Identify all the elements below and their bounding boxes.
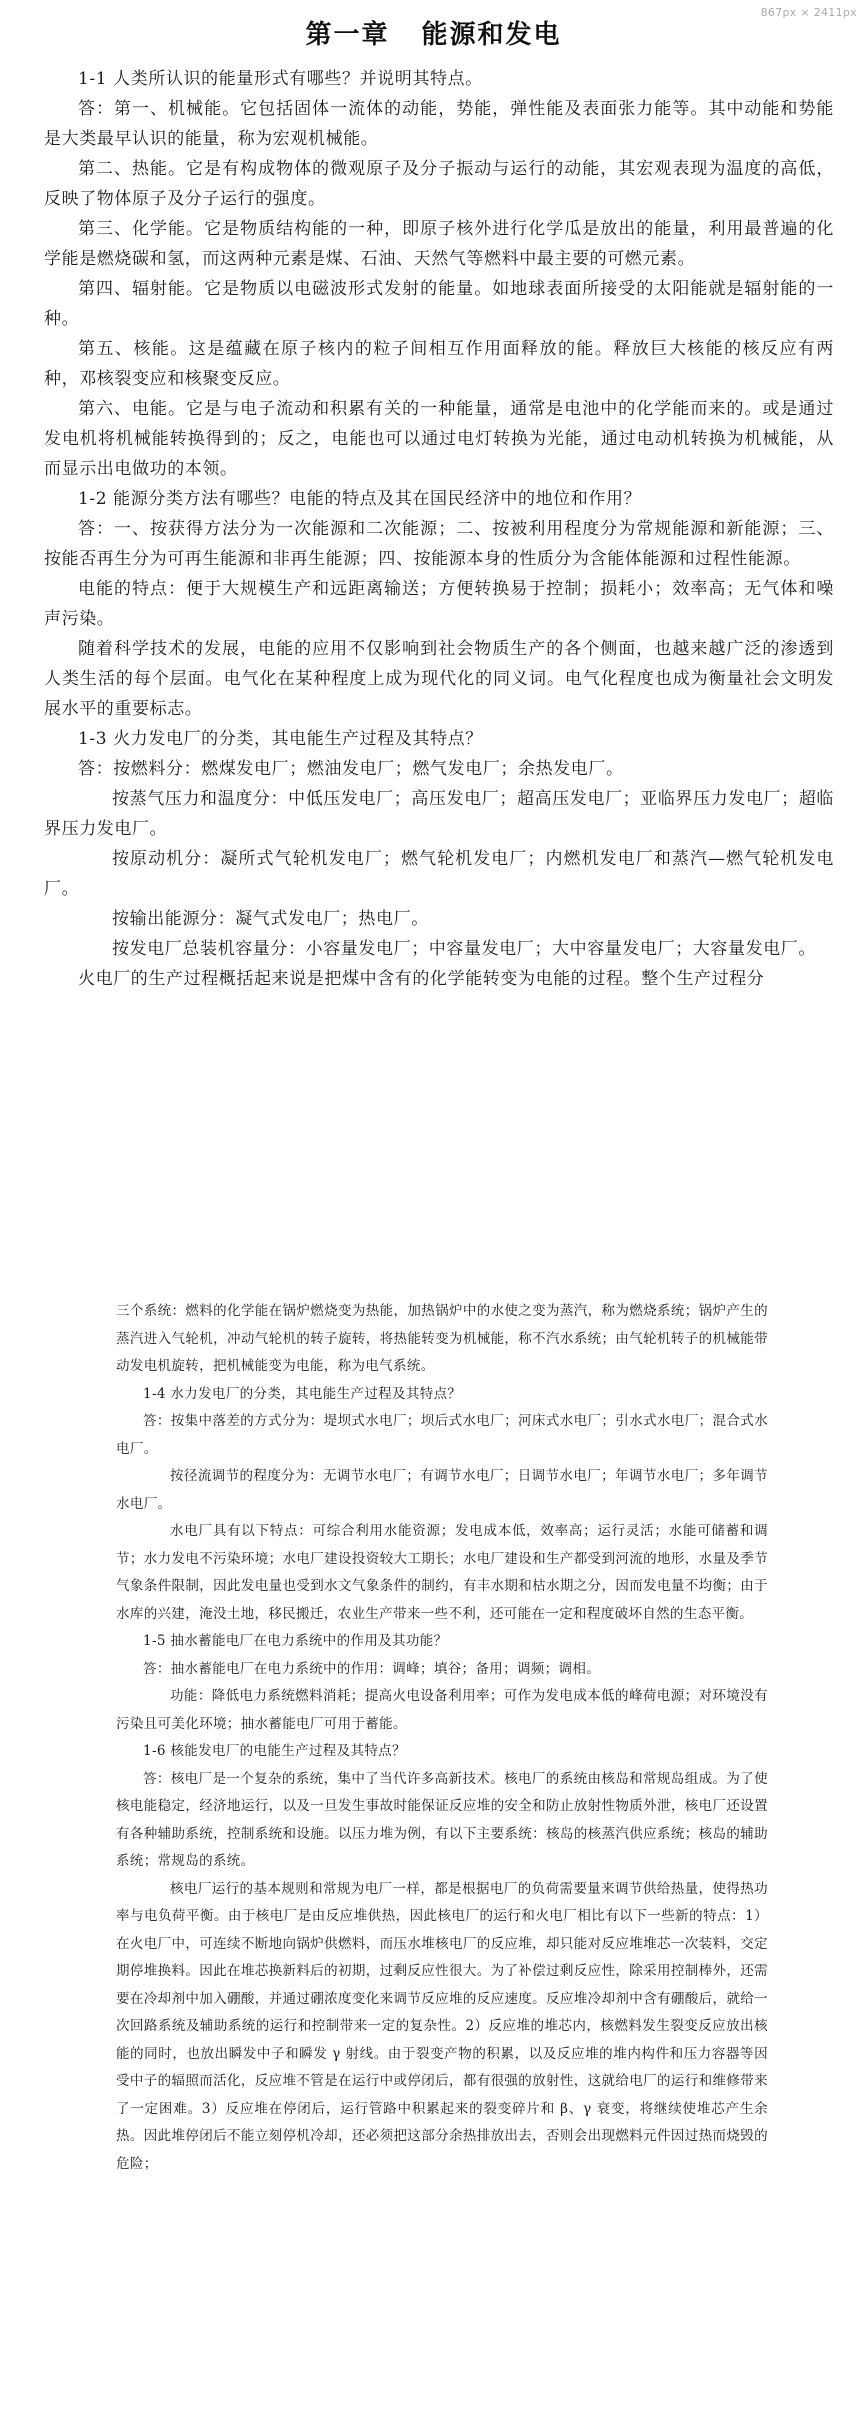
page-one-paragraph: 第五、核能。这是蕴藏在原子核内的粒子间相互作用面释放的能。释放巨大核能的核反应有两种，邓核裂变应和核聚变反应。: [44, 339, 834, 389]
page-two-paragraph: 1-5 抽水蓄能电厂在电力系统中的作用及其功能？: [143, 1633, 448, 1649]
chapter-number: 第一章: [305, 20, 390, 50]
page-two-paragraph: 水电厂具有以下特点：可综合利用水能资源；发电成本低，效率高；运行灵活；水能可储蓄和调节；水力发电不污染环境；水电厂建设投资较大工期长；水电厂建设和生产都受到河流的地形，水量及季节气象条件限制，因此发电量也受到水文气象条件的制约，有丰水期和枯水期之分，因而发电量不均衡；由于水库的兴建，淹没土地，移民搬迁，农业生产带来一些不利，还可能在一定和程度破坏自然的生态平衡。: [116, 1523, 768, 1622]
page-one-paragraph: 1-3 火力发电厂的分类，其电能生产过程及其特点？: [78, 729, 483, 749]
page-one-paragraph: 第三、化学能。它是物质结构能的一种，即原子核外进行化学瓜是放出的能量，利用最普遍的化学能是燃烧碳和氢，而这两种元素是煤、石油、天然气等燃料中最主要的可燃元素。: [44, 219, 834, 269]
page-two-paragraph: 答：按集中落差的方式分为：堤坝式水电厂；坝后式水电厂；河床式水电厂；引水式水电厂；混合式水电厂。: [116, 1413, 768, 1457]
page-one-paragraph: 第二、热能。它是有构成物体的微观原子及分子振动与运行的动能，其宏观表现为温度的高低，反映了物体原子及分子运行的强度。: [44, 159, 834, 209]
page-one-paragraph: 1-2 能源分类方法有哪些？电能的特点及其在国民经济中的地位和作用？: [78, 489, 642, 509]
page-two-paragraph: 核电厂运行的基本规则和常规为电厂一样，都是根据电厂的负荷需要量来调节供给热量，使得热功率与电负荷平衡。由于核电厂是由反应堆供热，因此核电厂的运行和火电厂相比有以下一些新的特点：1）在火电厂中，可连续不断地向锅炉供燃料，而压水堆核电厂的反应堆，却只能对反应堆堆芯一次装料，交定期停堆换料。因此在堆芯换新料后的初期，过剩反应性很大。为了补偿过剩反应性，除采用控制棒外，还需要在冷却剂中加入硼酸，并通过硼浓度变化来调节反应堆的反应速度。反应堆冷却剂中含有硼酸后，就给一次回路系统及辅助系统的运行和控制带来一定的复杂性。2）反应堆的堆芯内，核燃料发生裂变反应放出核能的同时，也放出瞬发中子和瞬发 γ 射线。由于裂变产物的积累，以及反应堆的堆内构件和压力容器等因受中子的辐照而活化，反应堆不管是在运行中或停闭后，都有很强的放射性，这就给电厂的运行和维修带来了一定困难。3）反应堆在停闭后，运行管路中积累起来的裂变碎片和 β、γ 衰变，将继续使堆芯产生余热。因此堆停闭后不能立刻停机冷却，还必须把这部分余热排放出去，否则会出现燃料元件因过热而烧毁的危险；: [116, 1880, 768, 2172]
page-one-paragraph: 按蒸气压力和温度分：中低压发电厂；高压发电厂；超高压发电厂；亚临界压力发电厂；超临界压力发电厂。: [44, 789, 834, 839]
page-one-paragraph: 第六、电能。它是与电子流动和积累有关的一种能量，通常是电池中的化学能而来的。或是通过发电机将机械能转换得到的；反之，电能也可以通过电灯转换为光能，通过电动机转换为机械能，从而显示出电做功的本领。: [44, 399, 834, 479]
page-two-paragraph: 按径流调节的程度分为：无调节水电厂；有调节水电厂；日调节水电厂；年调节水电厂；多年调节水电厂。: [116, 1468, 768, 1512]
page-one-paragraph: 按原动机分：凝所式气轮机发电厂；燃气轮机发电厂；内燃机发电厂和蒸汽—燃气轮机发电厂。: [44, 849, 834, 899]
page-two-body: [116, 1298, 768, 2178]
page-one-paragraph: 第四、辐射能。它是物质以电磁波形式发射的能量。如地球表面所接受的太阳能就是辐射能的一种。: [44, 279, 834, 329]
page-one-paragraph: 答：一、按获得方法分为一次能源和二次能源；二、按被利用程度分为常规能源和新能源；三、按能否再生分为可再生能源和非再生能源；四、按能源本身的性质分为含能体能源和过程性能源。: [44, 519, 834, 569]
page-one-paragraph: 随着科学技术的发展，电能的应用不仅影响到社会物质生产的各个侧面，也越来越广泛的渗透到人类生活的每个层面。电气化在某种程度上成为现代化的同义词。电气化程度也成为衡量社会文明发展水平的重要标志。: [44, 639, 834, 719]
page-one-paragraph: 电能的特点：便于大规模生产和远距离输送；方便转换易于控制；损耗小；效率高；无气体和噪声污染。: [44, 579, 834, 629]
page-one-paragraph: 答：第一、机械能。它包括固体一流体的动能，势能，弹性能及表面张力能等。其中动能和势能是大类最早认识的能量，称为宏观机械能。: [44, 99, 834, 149]
chapter-name: 能源和发电: [421, 20, 562, 50]
page-two-paragraph: 答：抽水蓄能电厂在电力系统中的作用：调峰；填谷；备用；调频；调相。: [143, 1660, 601, 1677]
page-one-body: [44, 64, 834, 994]
page-two-paragraph: 功能：降低电力系统燃料消耗；提高火电设备利用率；可作为发电成本低的峰荷电源；对环境没有污染且可美化环境；抽水蓄能电厂可用于蓄能。: [116, 1688, 768, 1732]
page-one-paragraph: 答：按燃料分：燃煤发电厂；燃油发电厂；燃气发电厂；余热发电厂。: [78, 759, 624, 779]
page-one-paragraph: 按发电厂总装机容量分：小容量发电厂；中容量发电厂；大中容量发电厂；大容量发电厂。: [112, 939, 816, 959]
page-one-paragraph: 1-1 人类所认识的能量形式有哪些？并说明其特点。: [78, 69, 483, 89]
page-one-paragraph: 按输出能源分：凝气式发电厂；热电厂。: [112, 909, 429, 929]
image-size-label: 867px × 2411px: [760, 6, 857, 19]
page-one-paragraph: 火电厂的生产过程概括起来说是把煤中含有的化学能转变为电能的过程。整个生产过程分: [78, 969, 765, 989]
page-two-paragraph: 答：核电厂是一个复杂的系统，集中了当代许多高新技术。核电厂的系统由核岛和常规岛组成。为了使核电能稳定，经济地运行，以及一旦发生事故时能保证反应堆的安全和防止放射性物质外泄，核电厂还设置有各种辅助系统，控制系统和设施。以压力堆为例，有以下主要系统：核岛的核蒸汽供应系统；核岛的辅助系统；常规岛的系统。: [116, 1770, 768, 1869]
page-two-paragraph: 1-4 水力发电厂的分类，其电能生产过程及其特点？: [143, 1385, 462, 1402]
page-two-paragraph: 三个系统：燃料的化学能在锅炉燃烧变为热能，加热锅炉中的水使之变为蒸汽，称为燃烧系统；锅炉产生的蒸汽进入气轮机，冲动气轮机的转子旋转，将热能转变为机械能，称不汽水系统；由气轮机转子的机械能带动发电机旋转，把机械能变为电能，称为电气系统。: [116, 1303, 768, 1374]
chapter-title: [0, 14, 867, 51]
page-two-paragraph: 1-6 核能发电厂的电能生产过程及其特点？: [143, 1743, 406, 1759]
